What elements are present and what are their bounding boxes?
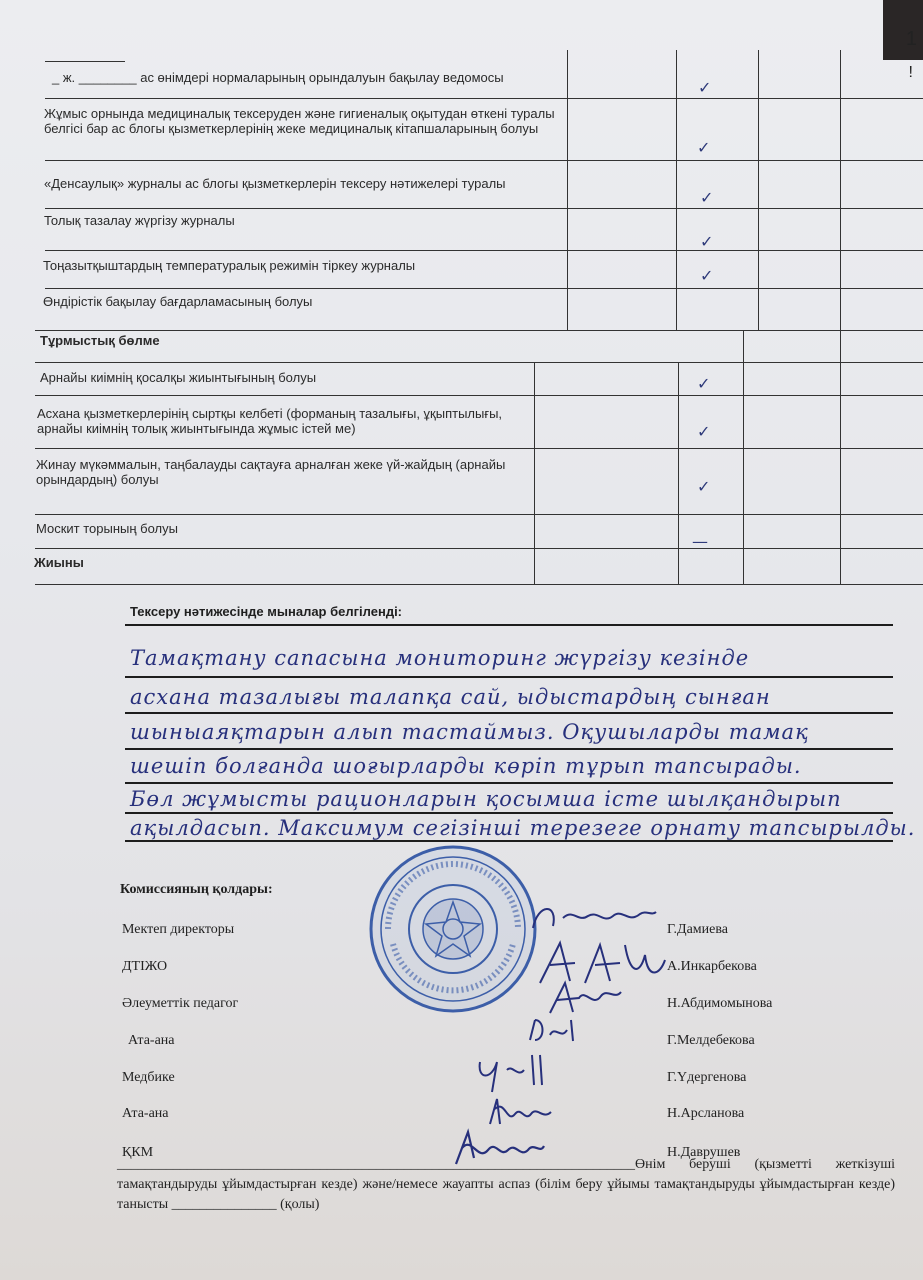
inspection-table xyxy=(0,0,923,600)
handwritten-line: ақылдасып. Максимум сегізінші терезеге орнату тапсырылды. xyxy=(130,816,916,840)
signature-name: Н.Абдимомынова xyxy=(667,996,773,1011)
check-mark: ✓ xyxy=(697,138,711,157)
page-number: 1 xyxy=(905,28,917,50)
check-mark: ✓ xyxy=(698,78,712,97)
signature-scribble xyxy=(545,978,625,1018)
table-row-text: Өндірістік бақылау бағдарламасының болуы xyxy=(43,294,313,309)
signature-role: Ата-ана xyxy=(128,1033,175,1048)
signatures-title: Комиссияның қолдары: xyxy=(120,882,273,897)
signature-name: Г.Дамиева xyxy=(667,922,728,937)
table-row-text: Москит торының болуы xyxy=(36,521,178,536)
table-row-text: Асхана қызметкерлерінің сыртқы келбеті (форманың тазалығы, ұқыптылығы, арнайы киімнің толық жиынтығында жұмыс істей ме) xyxy=(37,406,503,436)
table-row-text: Толық тазалау жүргізу журналы xyxy=(44,213,235,228)
signature-role: Медбике xyxy=(122,1070,175,1085)
signature-role: ҚКМ xyxy=(122,1145,154,1160)
handwritten-line: асхана тазалығы талапқа сай, ыдыстардың сынған xyxy=(130,685,771,709)
check-mark: ✓ xyxy=(697,374,711,393)
section-heading: Тұрмыстық бөлме xyxy=(40,333,160,348)
table-row-text: _ ж. ________ ас өнімдері нормаларының орындалуын бақылау ведомосы xyxy=(52,70,504,85)
handwritten-line: шыныаяқтарын алып тастаймыз. Оқушыларды тамақ xyxy=(130,720,809,744)
total-row: Жиыны xyxy=(34,555,84,570)
signature-name: Н.Даврушев xyxy=(667,1145,741,1160)
check-mark: ✓ xyxy=(697,477,711,496)
official-stamp xyxy=(368,844,538,1014)
signature-name: А.Инкарбекова xyxy=(667,959,757,974)
signature-name: Г.Мелдебекова xyxy=(667,1033,755,1048)
dash-mark: — xyxy=(692,532,708,551)
signature-role: Мектеп директоры xyxy=(122,922,235,937)
table-row-text: Арнайы киімнің қосалқы жиынтығының болуы xyxy=(40,370,317,385)
handwritten-line: шешіп болғанда шоғырларды көріп тұрып тапсырады. xyxy=(130,754,802,778)
findings-heading: Тексеру нәтижесінде мыналар белгіленді: xyxy=(130,604,403,619)
signature-scribble xyxy=(525,1015,585,1045)
check-mark: ✓ xyxy=(700,266,714,285)
signature-name: Г.Үдергенова xyxy=(667,1070,747,1085)
handwritten-line: Бөл жұмысты рационларын қосымша істе шылқандырып xyxy=(130,787,842,811)
check-mark: ✓ xyxy=(700,188,714,207)
table-row-text: Жинау мүкәммалын, таңбалауды сақтауға арналған жеке үй-жайдың (арнайы орындардың) болуы xyxy=(36,457,506,487)
handwritten-line: Тамақтану сапасына мониторинг жүргізу кезінде xyxy=(130,646,750,670)
signature-scribble xyxy=(528,898,658,938)
page-mark: ! xyxy=(908,64,913,81)
signature-scribble xyxy=(472,1050,552,1095)
signature-role: Ата-ана xyxy=(122,1106,169,1121)
signature-role: Әлеуметтік педагог xyxy=(122,996,239,1011)
signature-name: Н.Арсланова xyxy=(667,1106,745,1121)
table-row-text: «Денсаулық» журналы ас блогы қызметкерлерін тексеру нәтижелері туралы xyxy=(44,176,506,191)
table-row-text: Жұмыс орнында медициналық тексеруден және гигиеналық оқытудан өткені туралы белгісі бар ас блогы қызметкерлерінің жеке медициналық кітапшаларының болуы xyxy=(44,106,555,136)
signature-role: ДТІЖО xyxy=(122,959,168,974)
table-row-text: Тоңазытқыштардың температуралық режимін тіркеу журналы xyxy=(43,258,416,273)
check-mark: ✓ xyxy=(700,232,714,251)
footer-text: __________________________________________________________________________Өнім беруші (қызметті жеткізуші тамақтандыруды ұйымдастырған кезде) және/немесе жауапты аспаз (білім беру ұйымы тамақтандыруды ұйымдастырған кезде) танысты _______________ (қолы) xyxy=(117,1157,895,1212)
check-mark: ✓ xyxy=(697,422,711,441)
signature-scribble xyxy=(485,1094,555,1129)
